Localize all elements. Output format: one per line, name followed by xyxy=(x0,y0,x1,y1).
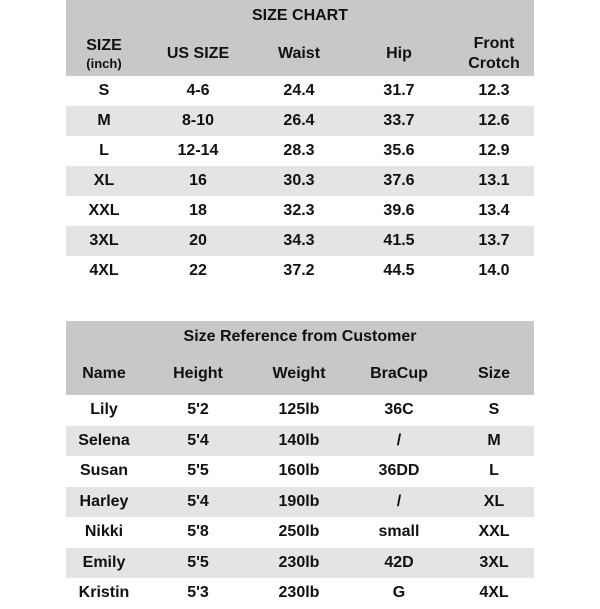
cell-size: 4XL xyxy=(89,262,119,279)
cell-size: S xyxy=(98,82,110,99)
cell-bracup: 36C xyxy=(384,401,414,419)
column-header-front-label: Front xyxy=(473,35,515,52)
cell-size: M xyxy=(487,431,501,449)
customer-reference-table xyxy=(66,321,534,609)
column-header-name: Name xyxy=(82,365,126,382)
column-header-crotch-label: Crotch xyxy=(468,55,520,72)
cell-front-crotch: 14.0 xyxy=(478,262,510,279)
cell-size: 3XL xyxy=(479,553,509,571)
table-row xyxy=(66,578,534,609)
cell-height: 5'5 xyxy=(187,462,209,480)
customer-reference-body xyxy=(66,395,534,609)
customer-reference-column-headers xyxy=(66,353,534,395)
column-header-height: Height xyxy=(173,365,223,382)
column-header-size-unit: (inch) xyxy=(86,56,122,71)
cell-waist: 34.3 xyxy=(283,232,315,249)
cell-name: Selena xyxy=(78,431,130,449)
table-row xyxy=(66,256,534,286)
cell-us-size: 22 xyxy=(189,262,207,279)
cell-hip: 39.6 xyxy=(383,202,415,219)
cell-hip: 33.7 xyxy=(383,112,415,129)
cell-name: Susan xyxy=(79,462,128,480)
cell-weight: 230lb xyxy=(278,584,320,602)
table-row xyxy=(66,426,534,457)
cell-us-size: 12-14 xyxy=(177,142,219,159)
cell-us-size: 4-6 xyxy=(186,82,210,99)
size-chart-column-headers xyxy=(66,32,534,76)
cell-front-crotch: 13.4 xyxy=(478,202,510,219)
cell-waist: 26.4 xyxy=(283,112,315,129)
cell-height: 5'2 xyxy=(187,401,209,419)
table-row xyxy=(66,517,534,548)
cell-size: L xyxy=(489,462,499,480)
cell-bracup: / xyxy=(396,431,402,449)
cell-weight: 190lb xyxy=(278,492,320,510)
column-header-bracup: BraCup xyxy=(370,365,428,382)
cell-waist: 30.3 xyxy=(283,172,315,189)
table-row xyxy=(66,395,534,426)
cell-height: 5'8 xyxy=(187,523,209,541)
cell-height: 5'3 xyxy=(187,584,209,602)
cell-height: 5'4 xyxy=(187,492,209,510)
cell-weight: 230lb xyxy=(278,553,320,571)
cell-us-size: 18 xyxy=(189,202,207,219)
column-header-size xyxy=(66,32,142,76)
cell-waist: 28.3 xyxy=(283,142,315,159)
cell-size: XL xyxy=(93,172,115,189)
table-row xyxy=(66,166,534,196)
cell-front-crotch: 12.9 xyxy=(478,142,510,159)
cell-front-crotch: 13.1 xyxy=(478,172,510,189)
cell-name: Emily xyxy=(82,553,126,571)
table-row xyxy=(66,548,534,579)
column-header-waist: Waist xyxy=(277,45,321,62)
cell-name: Kristin xyxy=(78,584,130,602)
cell-hip: 41.5 xyxy=(383,232,415,249)
table-row xyxy=(66,136,534,166)
cell-size: S xyxy=(488,401,500,419)
size-chart-header xyxy=(66,0,534,76)
column-header-size-label: SIZE xyxy=(86,37,122,54)
cell-front-crotch: 12.6 xyxy=(478,112,510,129)
cell-height: 5'5 xyxy=(187,553,209,571)
column-header-customer-size: Size xyxy=(477,365,510,382)
cell-us-size: 16 xyxy=(189,172,207,189)
cell-weight: 250lb xyxy=(278,523,320,541)
cell-bracup: 42D xyxy=(384,553,414,571)
cell-size: L xyxy=(99,142,109,159)
size-chart-title: SIZE CHART xyxy=(252,7,348,24)
cell-waist: 37.2 xyxy=(283,262,315,279)
cell-weight: 160lb xyxy=(278,462,320,480)
cell-front-crotch: 13.7 xyxy=(478,232,510,249)
column-header-weight: Weight xyxy=(272,365,326,382)
cell-bracup: / xyxy=(396,492,402,510)
cell-size: 4XL xyxy=(479,584,509,602)
cell-name: Nikki xyxy=(84,523,124,541)
column-header-hip: Hip xyxy=(386,45,412,62)
customer-reference-title: Size Reference from Customer xyxy=(183,328,417,345)
cell-size: XXL xyxy=(478,523,510,541)
cell-name: Harley xyxy=(79,492,129,510)
cell-hip: 31.7 xyxy=(383,82,415,99)
cell-us-size: 20 xyxy=(189,232,207,249)
cell-bracup: 36DD xyxy=(378,462,420,480)
table-row xyxy=(66,487,534,518)
cell-front-crotch: 12.3 xyxy=(478,82,510,99)
column-header-front-crotch xyxy=(454,32,534,76)
cell-size: XXL xyxy=(88,202,120,219)
table-row xyxy=(66,226,534,256)
cell-hip: 37.6 xyxy=(383,172,415,189)
cell-size: M xyxy=(97,112,111,129)
cell-waist: 24.4 xyxy=(283,82,315,99)
column-header-us-size: US SIZE xyxy=(166,45,230,62)
table-row xyxy=(66,76,534,106)
cell-bracup: small xyxy=(378,523,420,541)
cell-height: 5'4 xyxy=(187,431,209,449)
size-chart-table xyxy=(66,0,534,286)
customer-reference-header xyxy=(66,321,534,395)
cell-size: 3XL xyxy=(89,232,119,249)
size-chart-body xyxy=(66,76,534,286)
cell-hip: 35.6 xyxy=(383,142,415,159)
table-row xyxy=(66,456,534,487)
cell-weight: 125lb xyxy=(278,401,320,419)
table-row xyxy=(66,106,534,136)
table-row xyxy=(66,196,534,226)
cell-us-size: 8-10 xyxy=(181,112,215,129)
cell-bracup: G xyxy=(392,584,406,602)
cell-hip: 44.5 xyxy=(383,262,415,279)
cell-name: Lily xyxy=(90,401,118,419)
cell-weight: 140lb xyxy=(278,431,320,449)
cell-waist: 32.3 xyxy=(283,202,315,219)
cell-size: XL xyxy=(483,492,505,510)
